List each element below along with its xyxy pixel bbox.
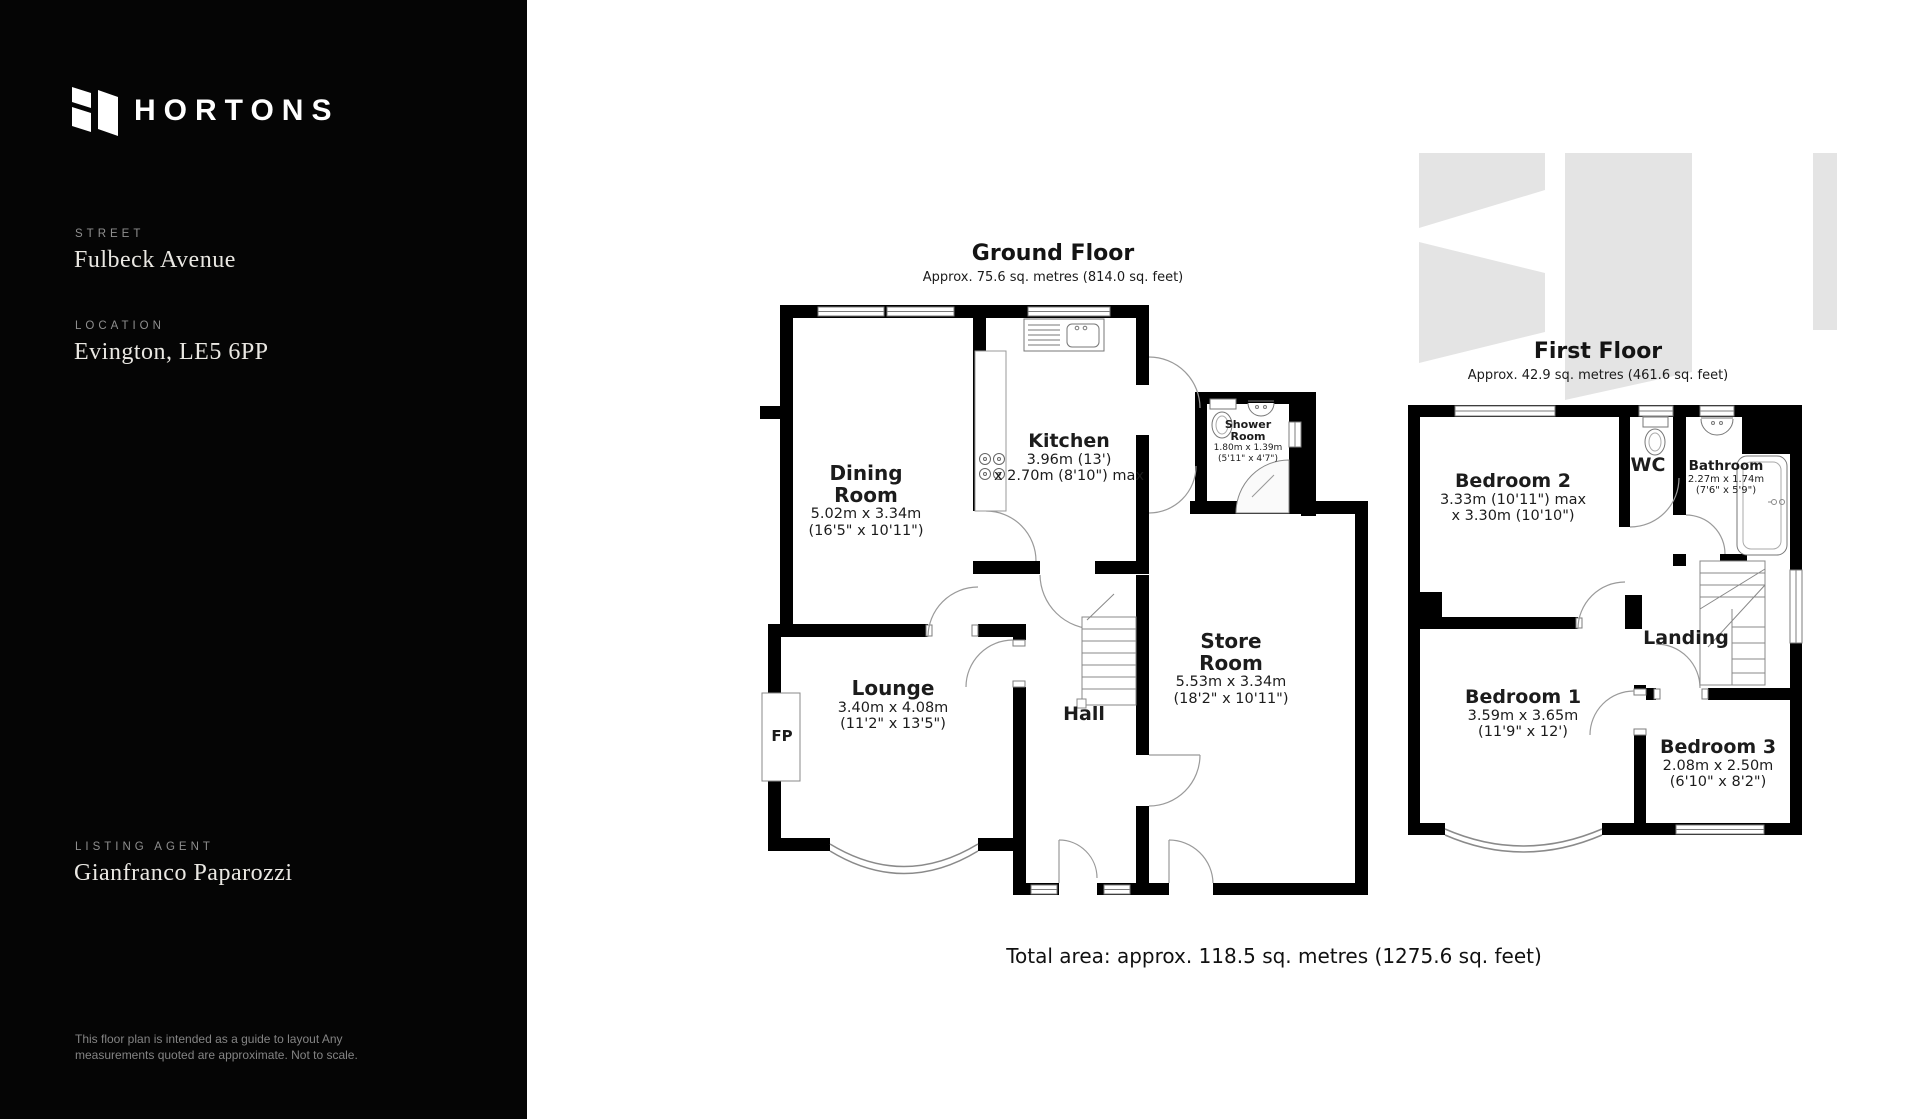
location-label: LOCATION (75, 320, 165, 332)
room-label-kitchen: Kitchen 3.96m (13') x 2.70m (8'10") max (993, 430, 1145, 485)
ground-floor-area: Approx. 75.6 sq. metres (814.0 sq. feet) (922, 270, 1184, 285)
room-label-bedroom3: Bedroom 3 2.08m x 2.50m (6'10" x 8'2") (1659, 736, 1777, 791)
room-label-landing: Landing (1643, 627, 1729, 649)
ground-floor-title: Ground Floor (971, 241, 1135, 266)
room-label-bedroom1: Bedroom 1 3.59m x 3.65m (11'9" x 12') (1464, 686, 1582, 741)
first-floor-title-block (1468, 341, 1729, 383)
listing-agent-label: LISTING AGENT (75, 841, 214, 853)
room-label-wc: WC (1630, 454, 1666, 476)
disclaimer-line1: This floor plan is intended as a guide to layout Any (75, 1032, 343, 1046)
first-floor-area: Approx. 42.9 sq. metres (461.6 sq. feet) (1467, 368, 1729, 383)
listing-agent-value: Gianfranco Paparozzi (74, 860, 293, 886)
total-area-text: Total area: approx. 118.5 sq. metres (1275.6 sq. feet) (1006, 944, 1542, 968)
street-value: Fulbeck Avenue (74, 247, 236, 273)
fireplace-label: FP (771, 727, 793, 745)
street-label: STREET (75, 228, 145, 240)
hortons-logo-icon (72, 86, 118, 136)
room-label-shower: Shower Room 1.80m x 1.39m (5'11" x 4'7") (1213, 418, 1283, 464)
disclaimer-text (75, 1032, 358, 1064)
room-label-hall: Hall (1063, 703, 1105, 725)
room-label-dining: Dining Room 5.02m x 3.34m (16'5" x 10'11") (808, 461, 924, 539)
sidebar (0, 0, 527, 1119)
room-label-store: Store Room 5.53m x 3.34m (18'2" x 10'11") (1173, 629, 1289, 707)
first-floor-title: First Floor (1533, 339, 1663, 364)
location-value: Evington, LE5 6PP (74, 339, 269, 365)
ground-floor-title-block (923, 243, 1184, 285)
room-label-lounge: Lounge 3.40m x 4.08m (11'2" x 13'5") (837, 676, 949, 733)
first-floor-labels (1405, 395, 1810, 855)
ground-floor-labels (760, 295, 1370, 895)
hortons-logo (72, 86, 339, 136)
disclaimer-line2: measurements quoted are approximate. Not to scale. (75, 1047, 358, 1062)
room-label-bathroom: Bathroom 2.27m x 1.74m (7'6" x 5'9") (1687, 458, 1765, 497)
brand-name: HORTONS (134, 94, 340, 127)
room-label-bedroom2: Bedroom 2 3.33m (10'11") max x 3.30m (10'10") (1439, 470, 1587, 525)
